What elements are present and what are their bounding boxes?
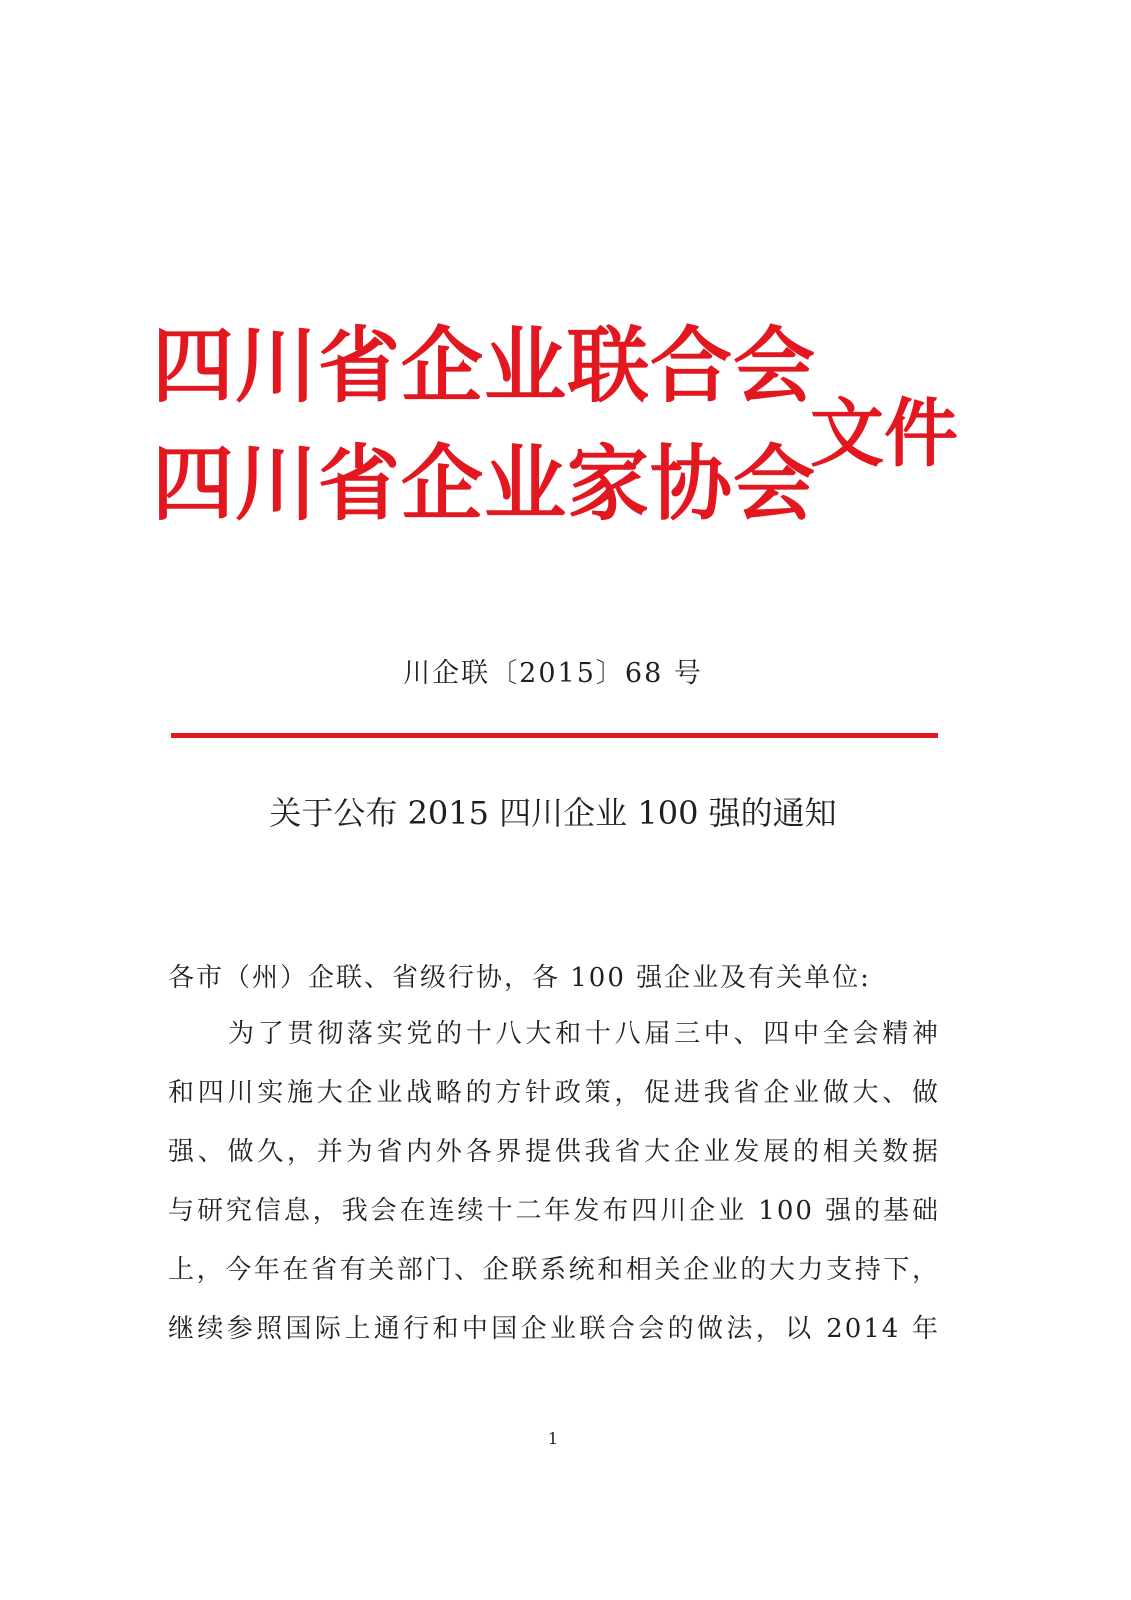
page-number: 1 — [547, 1429, 559, 1448]
issuer-name-1: 四川省企业联合会 — [152, 319, 817, 414]
body-text-line: 上，今年在省有关部门、企联系统和相关企业的大力支持下， — [168, 1255, 940, 1285]
document-type-label: 文件 — [810, 391, 958, 477]
body-text-line: 与研究信息，我会在连续十二年发布四川企业 100 强的基础 — [168, 1196, 940, 1226]
red-divider-rule — [171, 733, 938, 738]
body-text-line: 为了贯彻落实党的十八大和十八届三中、四中全会精神 — [228, 1019, 940, 1049]
issuer-name-2: 四川省企业家协会 — [152, 437, 817, 532]
body-text-line: 继续参照国际上通行和中国企业联合会的做法，以 2014 年 — [168, 1314, 940, 1344]
document-number: 川企联〔2015〕68 号 — [403, 658, 703, 689]
notice-title: 关于公布 2015 四川企业 100 强的通知 — [269, 794, 837, 832]
body-text-line: 强、做久，并为省内外各界提供我省大企业发展的相关数据 — [168, 1137, 940, 1167]
body-text-line: 和四川实施大企业战略的方针政策，促进我省企业做大、做 — [168, 1078, 940, 1108]
salutation: 各市（州）企联、省级行协，各 100 强企业及有关单位: — [168, 963, 871, 993]
